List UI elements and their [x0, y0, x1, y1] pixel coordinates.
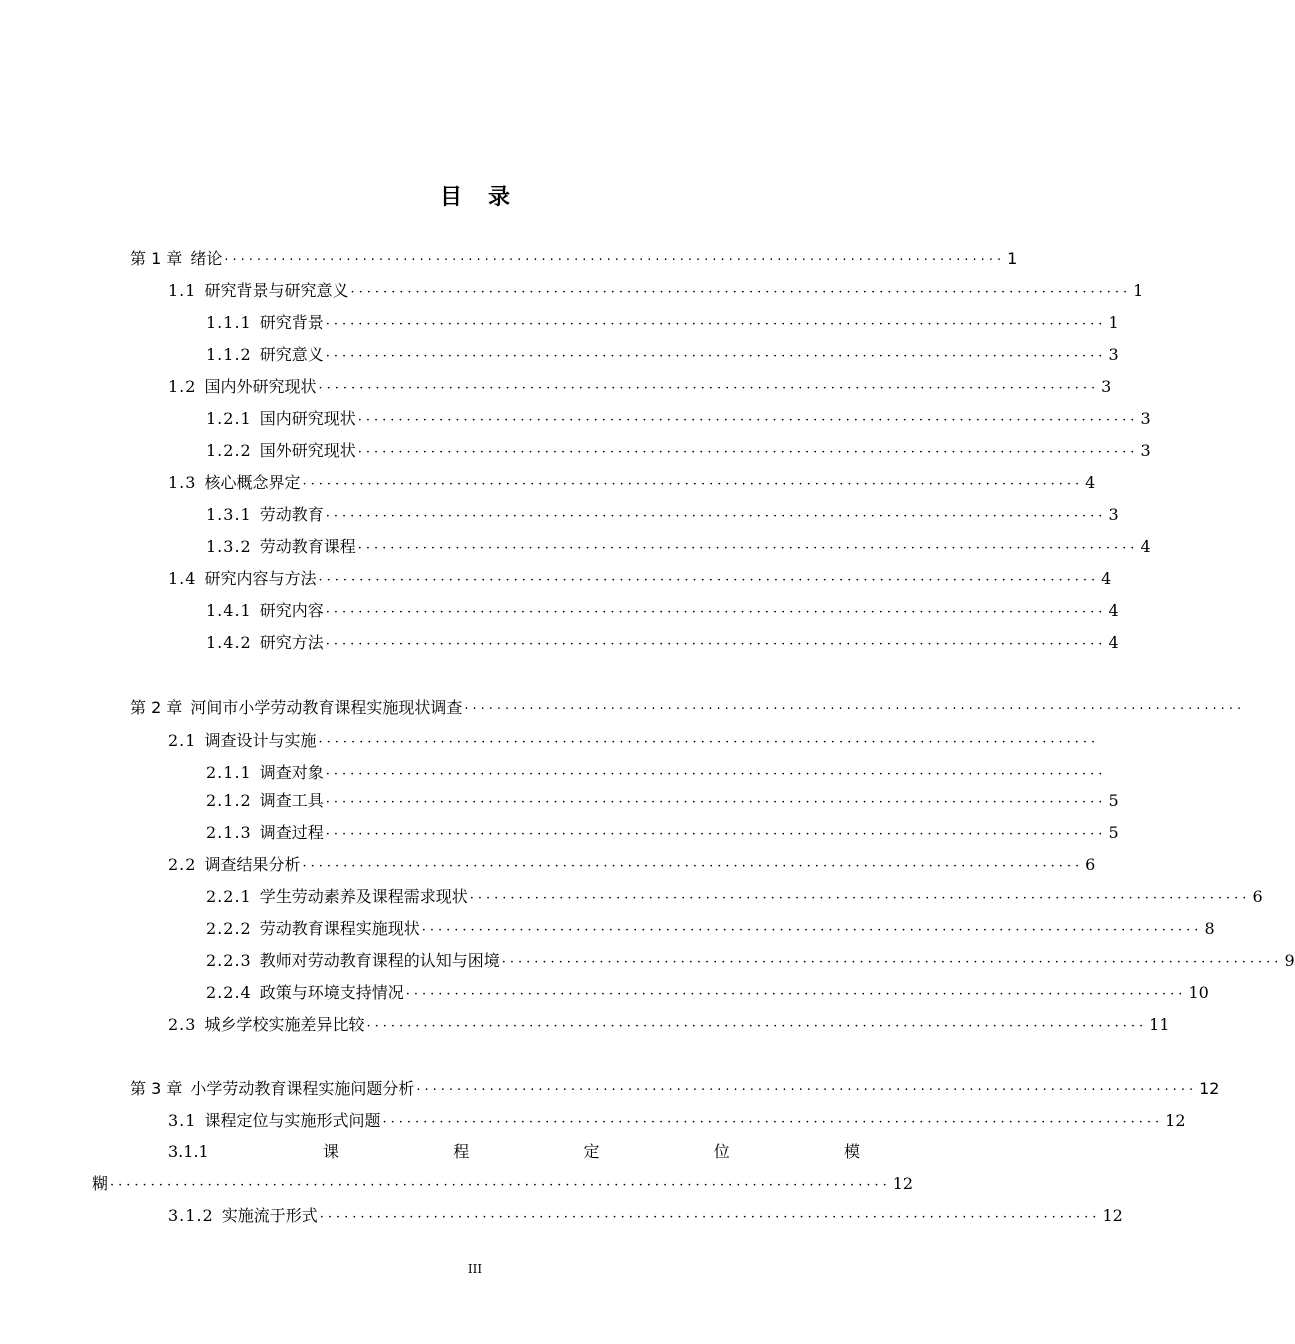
entry-number: 2.1 [168, 731, 197, 750]
entry-number: 2.2.1 [206, 887, 252, 906]
entry-number: 2.1.2 [206, 791, 252, 810]
entry-text: 研究内容 [259, 601, 324, 620]
toc-entry[interactable] [168, 729, 1100, 753]
entry-page: 3 [1101, 377, 1112, 396]
toc-entry[interactable] [168, 567, 1112, 591]
dot-leader: ································································································ [366, 1019, 1148, 1034]
entry-page: 5 [1108, 791, 1119, 810]
toc-entry-chapter-2[interactable] [130, 696, 1246, 720]
toc-entry-continuation[interactable] [92, 1172, 914, 1196]
entry-text: 国内研究现状 [259, 409, 356, 428]
toc-entry[interactable] [206, 407, 1151, 431]
dot-leader: ································································································ [318, 735, 1100, 750]
entry-page: 12 [1199, 1079, 1220, 1098]
entry-page: 4 [1108, 601, 1119, 620]
entry-text: 研究方法 [259, 633, 324, 652]
entry-page: 3 [1108, 345, 1119, 364]
entry-number: 1.1 [168, 281, 197, 300]
entry-number: 1.2.2 [206, 441, 252, 460]
entry-page: 3 [1108, 505, 1119, 524]
entry-text: 糊 [92, 1174, 109, 1193]
dot-leader: ································································································ [357, 413, 1139, 428]
entry-number: 2.1.1 [206, 763, 252, 782]
dot-leader: ································································································ [416, 1083, 1198, 1098]
dot-leader: ································································································ [464, 702, 1246, 717]
entry-text: 绪论 [190, 249, 223, 268]
toc-entry-chapter-3[interactable] [130, 1077, 1220, 1101]
toc-entry[interactable] [206, 503, 1119, 527]
entry-number: 1.4.2 [206, 633, 252, 652]
toc-entry[interactable] [168, 1204, 1123, 1228]
entry-number: 1.3.1 [206, 505, 252, 524]
entry-text: 劳动教育课程实施现状 [259, 919, 420, 938]
entry-text: 研究背景与研究意义 [204, 281, 349, 300]
entry-text: 河间市小学劳动教育课程实施现状调查 [190, 698, 463, 717]
entry-number: 2.3 [168, 1015, 197, 1034]
entry-number: 1.4.1 [206, 601, 252, 620]
entry-number: 3.1.1 [168, 1142, 209, 1161]
entry-number: 2.2.2 [206, 919, 252, 938]
entry-text-char: 位 [713, 1142, 730, 1161]
entry-text: 学生劳动素养及课程需求现状 [259, 887, 468, 906]
entry-text: 课程定位与实施形式问题 [204, 1111, 381, 1130]
dot-leader: ································································································ [501, 955, 1283, 970]
dot-leader: ································································································ [469, 891, 1251, 906]
toc-entry[interactable] [206, 599, 1119, 623]
dot-leader: ································································································ [357, 445, 1139, 460]
toc-title: 目录 [439, 185, 536, 210]
dot-leader: ································································································ [325, 317, 1107, 332]
entry-text: 教师对劳动教育课程的认知与困境 [259, 951, 500, 970]
dot-leader: ································································································ [224, 253, 1006, 268]
entry-page: 3 [1140, 409, 1151, 428]
dot-leader: ································································································ [421, 923, 1203, 938]
entry-number: 2.2.3 [206, 951, 252, 970]
entry-text: 调查结果分析 [204, 855, 301, 874]
dot-leader: ································································································ [325, 767, 1107, 782]
toc-entry[interactable] [206, 439, 1151, 463]
entry-number: 1.2 [168, 377, 197, 396]
toc-entry[interactable] [206, 981, 1209, 1005]
toc-entry[interactable] [168, 471, 1096, 495]
dot-leader: ································································································ [318, 381, 1100, 396]
dot-leader: ································································································ [405, 987, 1187, 1002]
dot-leader: ································································································ [357, 541, 1139, 556]
entry-page: 4 [1140, 537, 1151, 556]
entry-text: 研究内容与方法 [204, 569, 317, 588]
entry-text: 政策与环境支持情况 [259, 983, 404, 1002]
entry-page: 12 [1165, 1111, 1186, 1130]
entry-page: 1 [1007, 249, 1018, 268]
dot-leader: ································································································ [325, 509, 1107, 524]
entry-text: 研究意义 [259, 345, 324, 364]
entry-text: 实施流于形式 [221, 1206, 318, 1225]
entry-number: 第 3 章 [130, 1079, 183, 1098]
dot-leader: ································································································ [318, 573, 1100, 588]
toc-entry[interactable] [206, 917, 1215, 941]
dot-leader: ································································································ [325, 605, 1107, 620]
dot-leader: ································································································ [302, 477, 1084, 492]
entry-text: 调查对象 [259, 763, 324, 782]
toc-entry-split-line[interactable] [168, 1140, 860, 1164]
entry-page: 6 [1252, 887, 1263, 906]
toc-entry[interactable] [206, 631, 1119, 655]
entry-text-char: 模 [843, 1142, 860, 1161]
entry-page: 3 [1140, 441, 1151, 460]
entry-number: 1.3.2 [206, 537, 252, 556]
entry-text: 调查设计与实施 [204, 731, 317, 750]
entry-page: 12 [892, 1174, 914, 1193]
toc-entry[interactable] [206, 885, 1263, 909]
entry-page: 5 [1108, 823, 1119, 842]
entry-number: 3.1 [168, 1111, 197, 1130]
entry-page: 9 [1284, 951, 1295, 970]
entry-page: 6 [1085, 855, 1096, 874]
entry-number: 1.3 [168, 473, 197, 492]
entry-text: 劳动教育 [259, 505, 324, 524]
toc-entry[interactable] [206, 343, 1119, 367]
toc-entry[interactable] [206, 535, 1151, 559]
dot-leader: ································································································ [302, 859, 1084, 874]
entry-text: 核心概念界定 [204, 473, 301, 492]
entry-text-char: 课 [322, 1142, 339, 1161]
dot-leader: ································································································ [325, 827, 1107, 842]
toc-entry[interactable] [206, 821, 1119, 845]
dot-leader: ································································································ [325, 795, 1107, 810]
dot-leader: ································································································ [325, 637, 1107, 652]
dot-leader: ································································································ [350, 285, 1132, 300]
entry-text-char: 程 [453, 1142, 470, 1161]
entry-number: 2.1.3 [206, 823, 252, 842]
entry-number: 第 2 章 [130, 698, 183, 717]
entry-number: 1.1.1 [206, 313, 252, 332]
toc-entry[interactable] [168, 375, 1112, 399]
entry-text: 国内外研究现状 [204, 377, 317, 396]
entry-text: 研究背景 [259, 313, 324, 332]
toc-entry-chapter-1[interactable] [130, 247, 1018, 271]
entry-text-char: 定 [583, 1142, 600, 1161]
entry-page: 10 [1188, 983, 1209, 1002]
entry-page: 4 [1085, 473, 1096, 492]
entry-page: 4 [1108, 633, 1119, 652]
toc-entry[interactable] [168, 853, 1096, 877]
entry-number: 1.2.1 [206, 409, 252, 428]
entry-text: 小学劳动教育课程实施问题分析 [190, 1079, 415, 1098]
toc-entry[interactable] [206, 311, 1119, 335]
entry-text: 调查过程 [259, 823, 324, 842]
entry-page: 8 [1204, 919, 1215, 938]
entry-number: 3.1.2 [168, 1206, 214, 1225]
dot-leader: ································································································ [382, 1115, 1164, 1130]
entry-number: 2.2.4 [206, 983, 252, 1002]
dot-leader: ································································································ [319, 1210, 1101, 1225]
toc-entry[interactable] [206, 789, 1119, 813]
entry-text: 调查工具 [259, 791, 324, 810]
toc-entry[interactable] [168, 279, 1144, 303]
entry-number: 1.4 [168, 569, 197, 588]
toc-entry[interactable] [168, 1109, 1186, 1133]
toc-entry[interactable] [168, 1013, 1170, 1037]
dot-leader: ································································································ [325, 349, 1107, 364]
entry-text: 国外研究现状 [259, 441, 356, 460]
entry-page: 1 [1133, 281, 1144, 300]
entry-page: 4 [1101, 569, 1112, 588]
toc-entry[interactable] [206, 761, 1107, 785]
entry-number: 1.1.2 [206, 345, 252, 364]
entry-number: 第 1 章 [130, 249, 183, 268]
entry-text: 城乡学校实施差异比较 [204, 1015, 365, 1034]
entry-number: 2.2 [168, 855, 197, 874]
entry-page: 12 [1102, 1206, 1123, 1225]
toc-entry[interactable] [206, 949, 1295, 973]
entry-page: 11 [1149, 1015, 1170, 1034]
entry-page: 1 [1108, 313, 1119, 332]
dot-leader: ································································································ [110, 1178, 891, 1193]
page-number-footer: III [467, 1262, 483, 1276]
entry-text: 劳动教育课程 [259, 537, 356, 556]
